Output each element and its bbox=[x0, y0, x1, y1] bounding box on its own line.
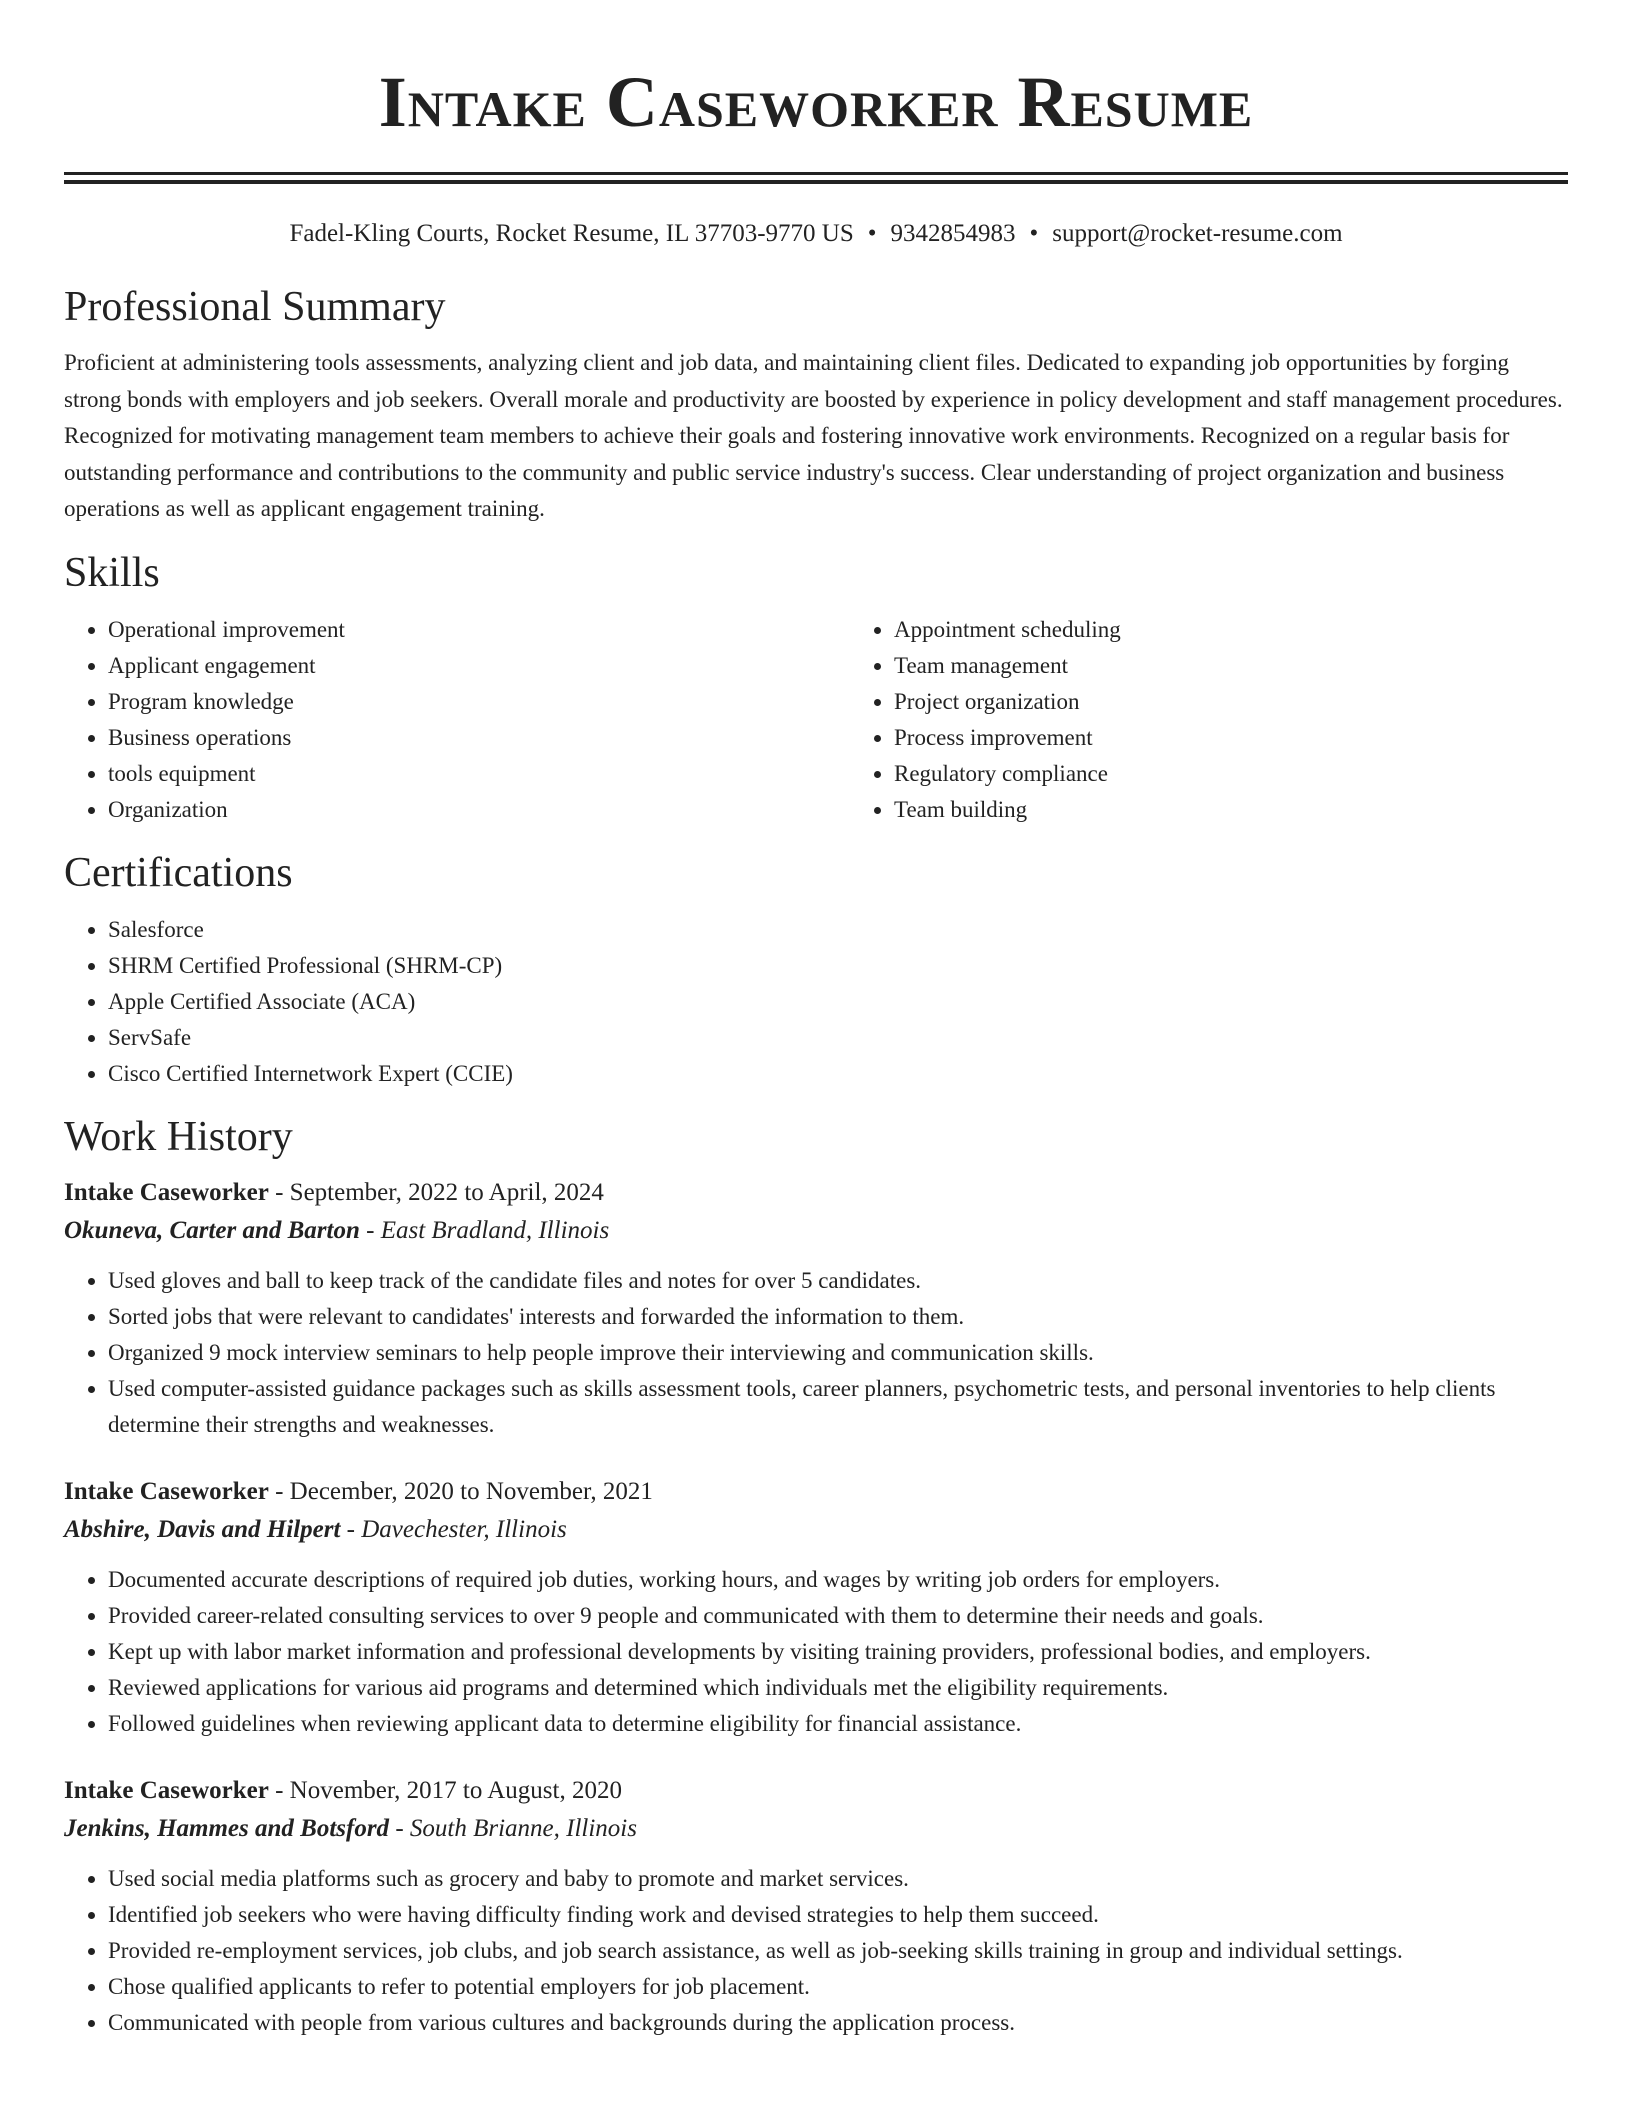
job-entry bbox=[64, 1473, 1568, 1742]
skill-item: • Program knowledge bbox=[108, 684, 850, 720]
contact-separator: • bbox=[867, 220, 877, 247]
job-location: - South Brianne, Illinois bbox=[389, 1814, 637, 1842]
job-bullet: • Used computer-assisted guidance packages such as skills assessment tools, career planners, psychometric tests, and personal inventories to help clients determine their strengths and weaknesses. bbox=[108, 1371, 1568, 1443]
job-heading bbox=[64, 1174, 1568, 1212]
certification-item: • ServSafe bbox=[108, 1020, 1568, 1056]
skill-item: • Project organization bbox=[894, 684, 1568, 720]
job-bullet: • Used gloves and ball to keep track of the candidate files and notes for over 5 candidates. bbox=[108, 1263, 1568, 1299]
job-heading bbox=[64, 1473, 1568, 1511]
skill-item: • Team management bbox=[894, 648, 1568, 684]
skill-item: • Business operations bbox=[108, 720, 850, 756]
title-divider-lower bbox=[64, 180, 1568, 184]
job-location: - Davechester, Illinois bbox=[340, 1515, 567, 1543]
contact-separator: • bbox=[1029, 220, 1039, 247]
job-dates: - September, 2022 to April, 2024 bbox=[268, 1178, 604, 1206]
contact-phone: 9342854983 bbox=[890, 220, 1016, 247]
summary-heading: Professional Summary bbox=[64, 284, 446, 330]
job-dates: - November, 2017 to August, 2020 bbox=[268, 1776, 622, 1804]
title-divider bbox=[64, 172, 1568, 175]
job-title: Intake Caseworker bbox=[64, 1776, 269, 1804]
skill-item: • Regulatory compliance bbox=[894, 756, 1568, 792]
skill-item: • Team building bbox=[894, 792, 1568, 828]
job-dates: - December, 2020 to November, 2021 bbox=[268, 1477, 653, 1505]
job-employer bbox=[64, 1511, 1568, 1549]
certification-item: • SHRM Certified Professional (SHRM-CP) bbox=[108, 948, 1568, 984]
job-heading bbox=[64, 1772, 1568, 1810]
job-location: - East Bradland, Illinois bbox=[359, 1216, 610, 1244]
job-bullet: • Kept up with labor market information and professional developments by visiting training providers, professional bodies, and employers. bbox=[108, 1634, 1568, 1670]
job-bullet: • Followed guidelines when reviewing applicant data to determine eligibility for financial assistance. bbox=[108, 1706, 1568, 1742]
skill-item: • Process improvement bbox=[894, 720, 1568, 756]
skills-column-right bbox=[850, 612, 1568, 828]
job-bullet: • Identified job seekers who were having difficulty finding work and devised strategies to help them succeed. bbox=[108, 1897, 1568, 1933]
skill-item: • Applicant engagement bbox=[108, 648, 850, 684]
contact-line bbox=[64, 218, 1568, 250]
job-bullet: • Provided career-related consulting services to over 9 people and communicated with them to determine their needs and goals. bbox=[108, 1598, 1568, 1634]
job-bullet: • Chose qualified applicants to refer to potential employers for job placement. bbox=[108, 1969, 1568, 2005]
certification-item: • Apple Certified Associate (ACA) bbox=[108, 984, 1568, 1020]
job-bullet: • Sorted jobs that were relevant to candidates' interests and forwarded the information to them. bbox=[108, 1299, 1568, 1335]
skill-item: • tools equipment bbox=[108, 756, 850, 792]
job-bullet: • Reviewed applications for various aid programs and determined which individuals met the eligibility requirements. bbox=[108, 1670, 1568, 1706]
certification-item: • Cisco Certified Internetwork Expert (CCIE) bbox=[108, 1056, 1568, 1092]
job-bullet: • Documented accurate descriptions of required job duties, working hours, and wages by writing job orders for employers. bbox=[108, 1562, 1568, 1598]
skill-item: • Operational improvement bbox=[108, 612, 850, 648]
job-company: Jenkins, Hammes and Botsford bbox=[64, 1814, 390, 1842]
job-employer bbox=[64, 1212, 1568, 1250]
job-employer bbox=[64, 1810, 1568, 1848]
page-title: Intake Caseworker Resume bbox=[378, 62, 1254, 142]
skills-heading: Skills bbox=[64, 549, 160, 596]
job-bullets bbox=[64, 1562, 1568, 1742]
skills-list bbox=[64, 612, 1568, 828]
skill-item: • Organization bbox=[108, 792, 850, 828]
job-bullets bbox=[64, 1861, 1568, 2041]
job-bullet: • Communicated with people from various cultures and backgrounds during the application process. bbox=[108, 2005, 1568, 2041]
summary-text: Proficient at administering tools assessments, analyzing client and job data, and maintaining client files. Dedicated to expanding job opportunities by forging strong bonds with employers and job seekers. Overall morale and productivity are boosted by experience in policy development and staff management procedures. Recognized for motivating management team members to achieve their goals and fostering innovative work environments. Recognized on a regular basis for outstanding performance and contributions to the community and public service industry's success. Clear understanding of project organization and business operations as well as applicant engagement training. bbox=[64, 350, 1563, 521]
job-bullet: • Provided re-employment services, job clubs, and job search assistance, as well as job-seeking skills training in group and individual settings. bbox=[108, 1933, 1568, 1969]
skill-item: • Appointment scheduling bbox=[894, 612, 1568, 648]
skills-column-left bbox=[64, 612, 850, 828]
job-entry bbox=[64, 1772, 1568, 2041]
contact-email: support@rocket-resume.com bbox=[1052, 220, 1343, 247]
job-bullet: • Used social media platforms such as grocery and baby to promote and market services. bbox=[108, 1861, 1568, 1897]
job-company: Abshire, Davis and Hilpert bbox=[64, 1515, 341, 1543]
work-history-heading: Work History bbox=[64, 1113, 293, 1160]
job-bullet: • Organized 9 mock interview seminars to help people improve their interviewing and communication skills. bbox=[108, 1335, 1568, 1371]
job-company: Okuneva, Carter and Barton bbox=[64, 1216, 360, 1244]
certification-item: • Salesforce bbox=[108, 912, 1568, 948]
job-entry bbox=[64, 1174, 1568, 1443]
contact-address: Fadel-Kling Courts, Rocket Resume, IL 37703-9770 US bbox=[289, 220, 854, 247]
job-title: Intake Caseworker bbox=[64, 1178, 269, 1206]
job-title: Intake Caseworker bbox=[64, 1477, 269, 1505]
job-bullets bbox=[64, 1263, 1568, 1443]
certifications-list bbox=[64, 912, 1568, 1092]
certifications-heading: Certifications bbox=[64, 849, 293, 896]
